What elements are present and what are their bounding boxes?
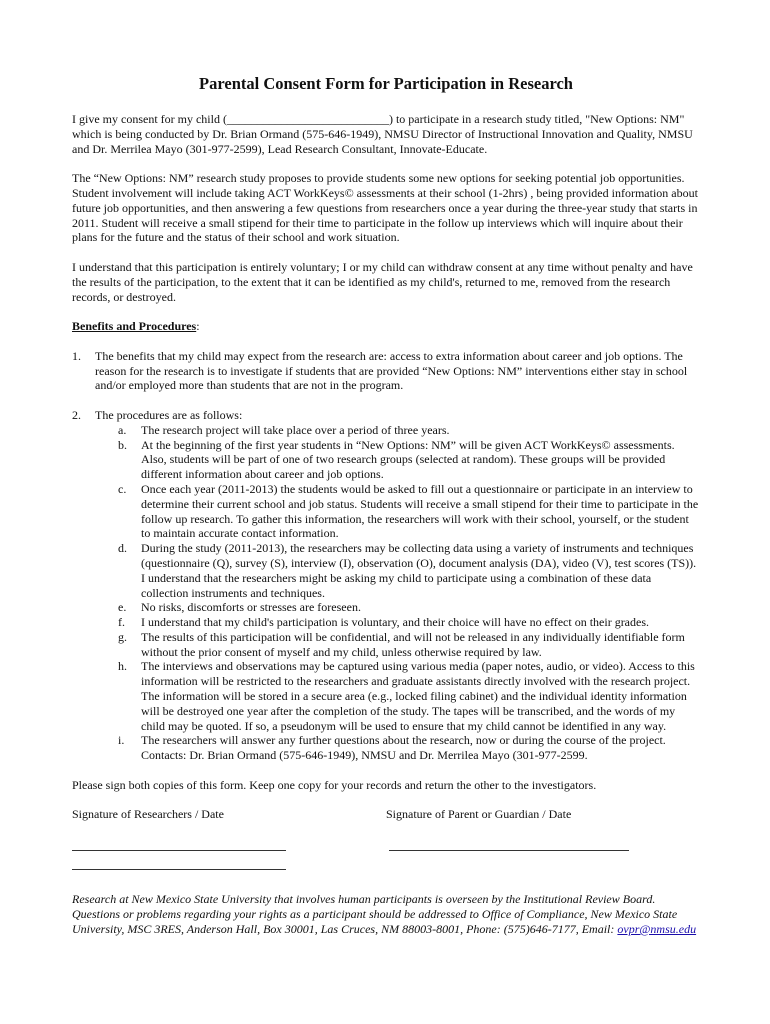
- item-number: 2.: [72, 407, 81, 422]
- parent-signature-line[interactable]: [389, 850, 629, 851]
- researchers-signature-label: Signature of Researchers / Date: [72, 807, 224, 822]
- numbered-list: [72, 349, 700, 763]
- sub-item: e. No risks, discomforts or stresses are foreseen.: [118, 600, 361, 615]
- sign-instructions: Please sign both copies of this form. Keep one copy for your records and return the other to the investigators.: [72, 777, 597, 792]
- benefits-procedures-heading: Benefits and Procedures:: [72, 319, 200, 334]
- signature-lines-2: [72, 869, 700, 870]
- parent-signature-label: Signature of Parent or Guardian / Date: [386, 807, 572, 822]
- study-description-paragraph: The “New Options: NM” research study proposes to provide students some new options for seeking potential job opportunities. Student involvement will include taking ACT WorkKeys© assessments at their school (1-2hrs) , being provided information about future job opportunities, and then answering a few questions from researchers once a year during the three-year study that starts in 2011. Student will receive a small stipend for their time to participate in the follow up interviews which will inquire about their plans for the future and the status of their school and work situation.: [72, 171, 698, 245]
- sub-item: h. The interviews and observations may be captured using various media (paper notes, audio, or video). Access to this information will be restricted to the researchers and graduate assistants directly involved with the research project. The information will be stored in a secure area (e.g., locked filing cabinet) and the individual identity information will be destroyed one year after the completion of the study. The tapes will be transcribed, and the words of my child may be quoted. If so, a pseudonym will be used to ensure that my child cannot be identified in any way.: [118, 659, 695, 733]
- item-text: The procedures are as follows:: [95, 407, 243, 422]
- sub-item: i. The researchers will answer any further questions about the research, now or during the course of the project. Contacts: Dr. Brian Ormand (575-646-1949), NMSU and Dr. Merrilea Mayo (301-977-2599.: [118, 733, 666, 763]
- list-item-procedures: [72, 408, 700, 763]
- item-text: The benefits that my child may expect from the research are: access to extra information about career and job options. The reason for the research is to investigate if students that are provided “New Options: NM” interventions either stay in school and/or employed more than students that are not in the program.: [95, 348, 688, 393]
- consent-form-page: [72, 74, 700, 951]
- procedures-sublist: [95, 423, 700, 763]
- sub-item: c. Once each year (2011-2013) the students would be asked to fill out a questionnaire or participate in an interview to determine their current school and job status. Students will receive a small stipend for their time to participate in the follow up research. To gather this information, the researchers will work with their school, yourself, or the student to maintain accurate contact information.: [118, 481, 699, 541]
- irb-footer-text: Research at New Mexico State University that involves human participants is overseen by the Institutional Review Board. Questions or problems regarding your rights as a participant should be addressed to Office of Compliance, New Mexico State University, MSC 3RES, Anderson Hall, Box 30001, Las Cruces, NM 88003-8001, Phone: (575)646-7177, Email:: [72, 892, 678, 936]
- sub-item: d. During the study (2011-2013), the researchers may be collecting data using a variety of instruments and techniques (questionnaire (Q), survey (S), interview (I), observation (O), document analysis (DA), video (V), test scores (TS)). I understand that the researchers might be asking my child to participate using a combination of these data collection instruments and techniques.: [118, 541, 697, 600]
- irb-footer: [72, 892, 700, 936]
- list-item-benefits: [72, 349, 700, 393]
- sub-item: b. At the beginning of the first year students in “New Options: NM” will be given ACT WorkKeys© assessments. Also, students will be part of one of two research groups (selected at random). These groups will be provided different information about career and job options.: [118, 437, 675, 482]
- voluntary-paragraph: I understand that this participation is entirely voluntary; I or my child can withdraw consent at any time without penalty and have the results of the participation, to the extent that it can be identified as my child's, returned to me, removed from the research records, or destroyed.: [72, 259, 693, 304]
- consent-paragraph: I give my consent for my child (___________________________) to participate in a research study titled, "New Options: NM" which is being conducted by Dr. Brian Ormand (575-646-1949), NMSU Director of Instructional Innovation and Quality, NMSU and Dr. Merrilea Mayo (301-977-2599), Lead Research Consultant, Innovate-Educate.: [72, 112, 693, 156]
- item-number: 1.: [72, 348, 81, 363]
- page-title: Parental Consent Form for Participation in Research: [199, 74, 573, 93]
- researcher-signature-line-2[interactable]: [72, 869, 286, 870]
- compliance-email-link[interactable]: ovpr@nmsu.edu: [617, 921, 697, 936]
- signature-lines: [72, 850, 700, 851]
- researcher-signature-line-1[interactable]: [72, 850, 286, 851]
- signature-labels: [72, 807, 700, 822]
- section-heading: Benefits and Procedures: [72, 319, 197, 334]
- sub-item: f. I understand that my child's participation is voluntary, and their choice will have no effect on their grades.: [118, 615, 650, 630]
- sub-item: g. The results of this participation will be confidential, and will not be released in any individually identifiable form without the prior consent of myself and my child, unless otherwise required by law.: [118, 629, 685, 659]
- sub-item: a. The research project will take place over a period of three years.: [118, 422, 450, 437]
